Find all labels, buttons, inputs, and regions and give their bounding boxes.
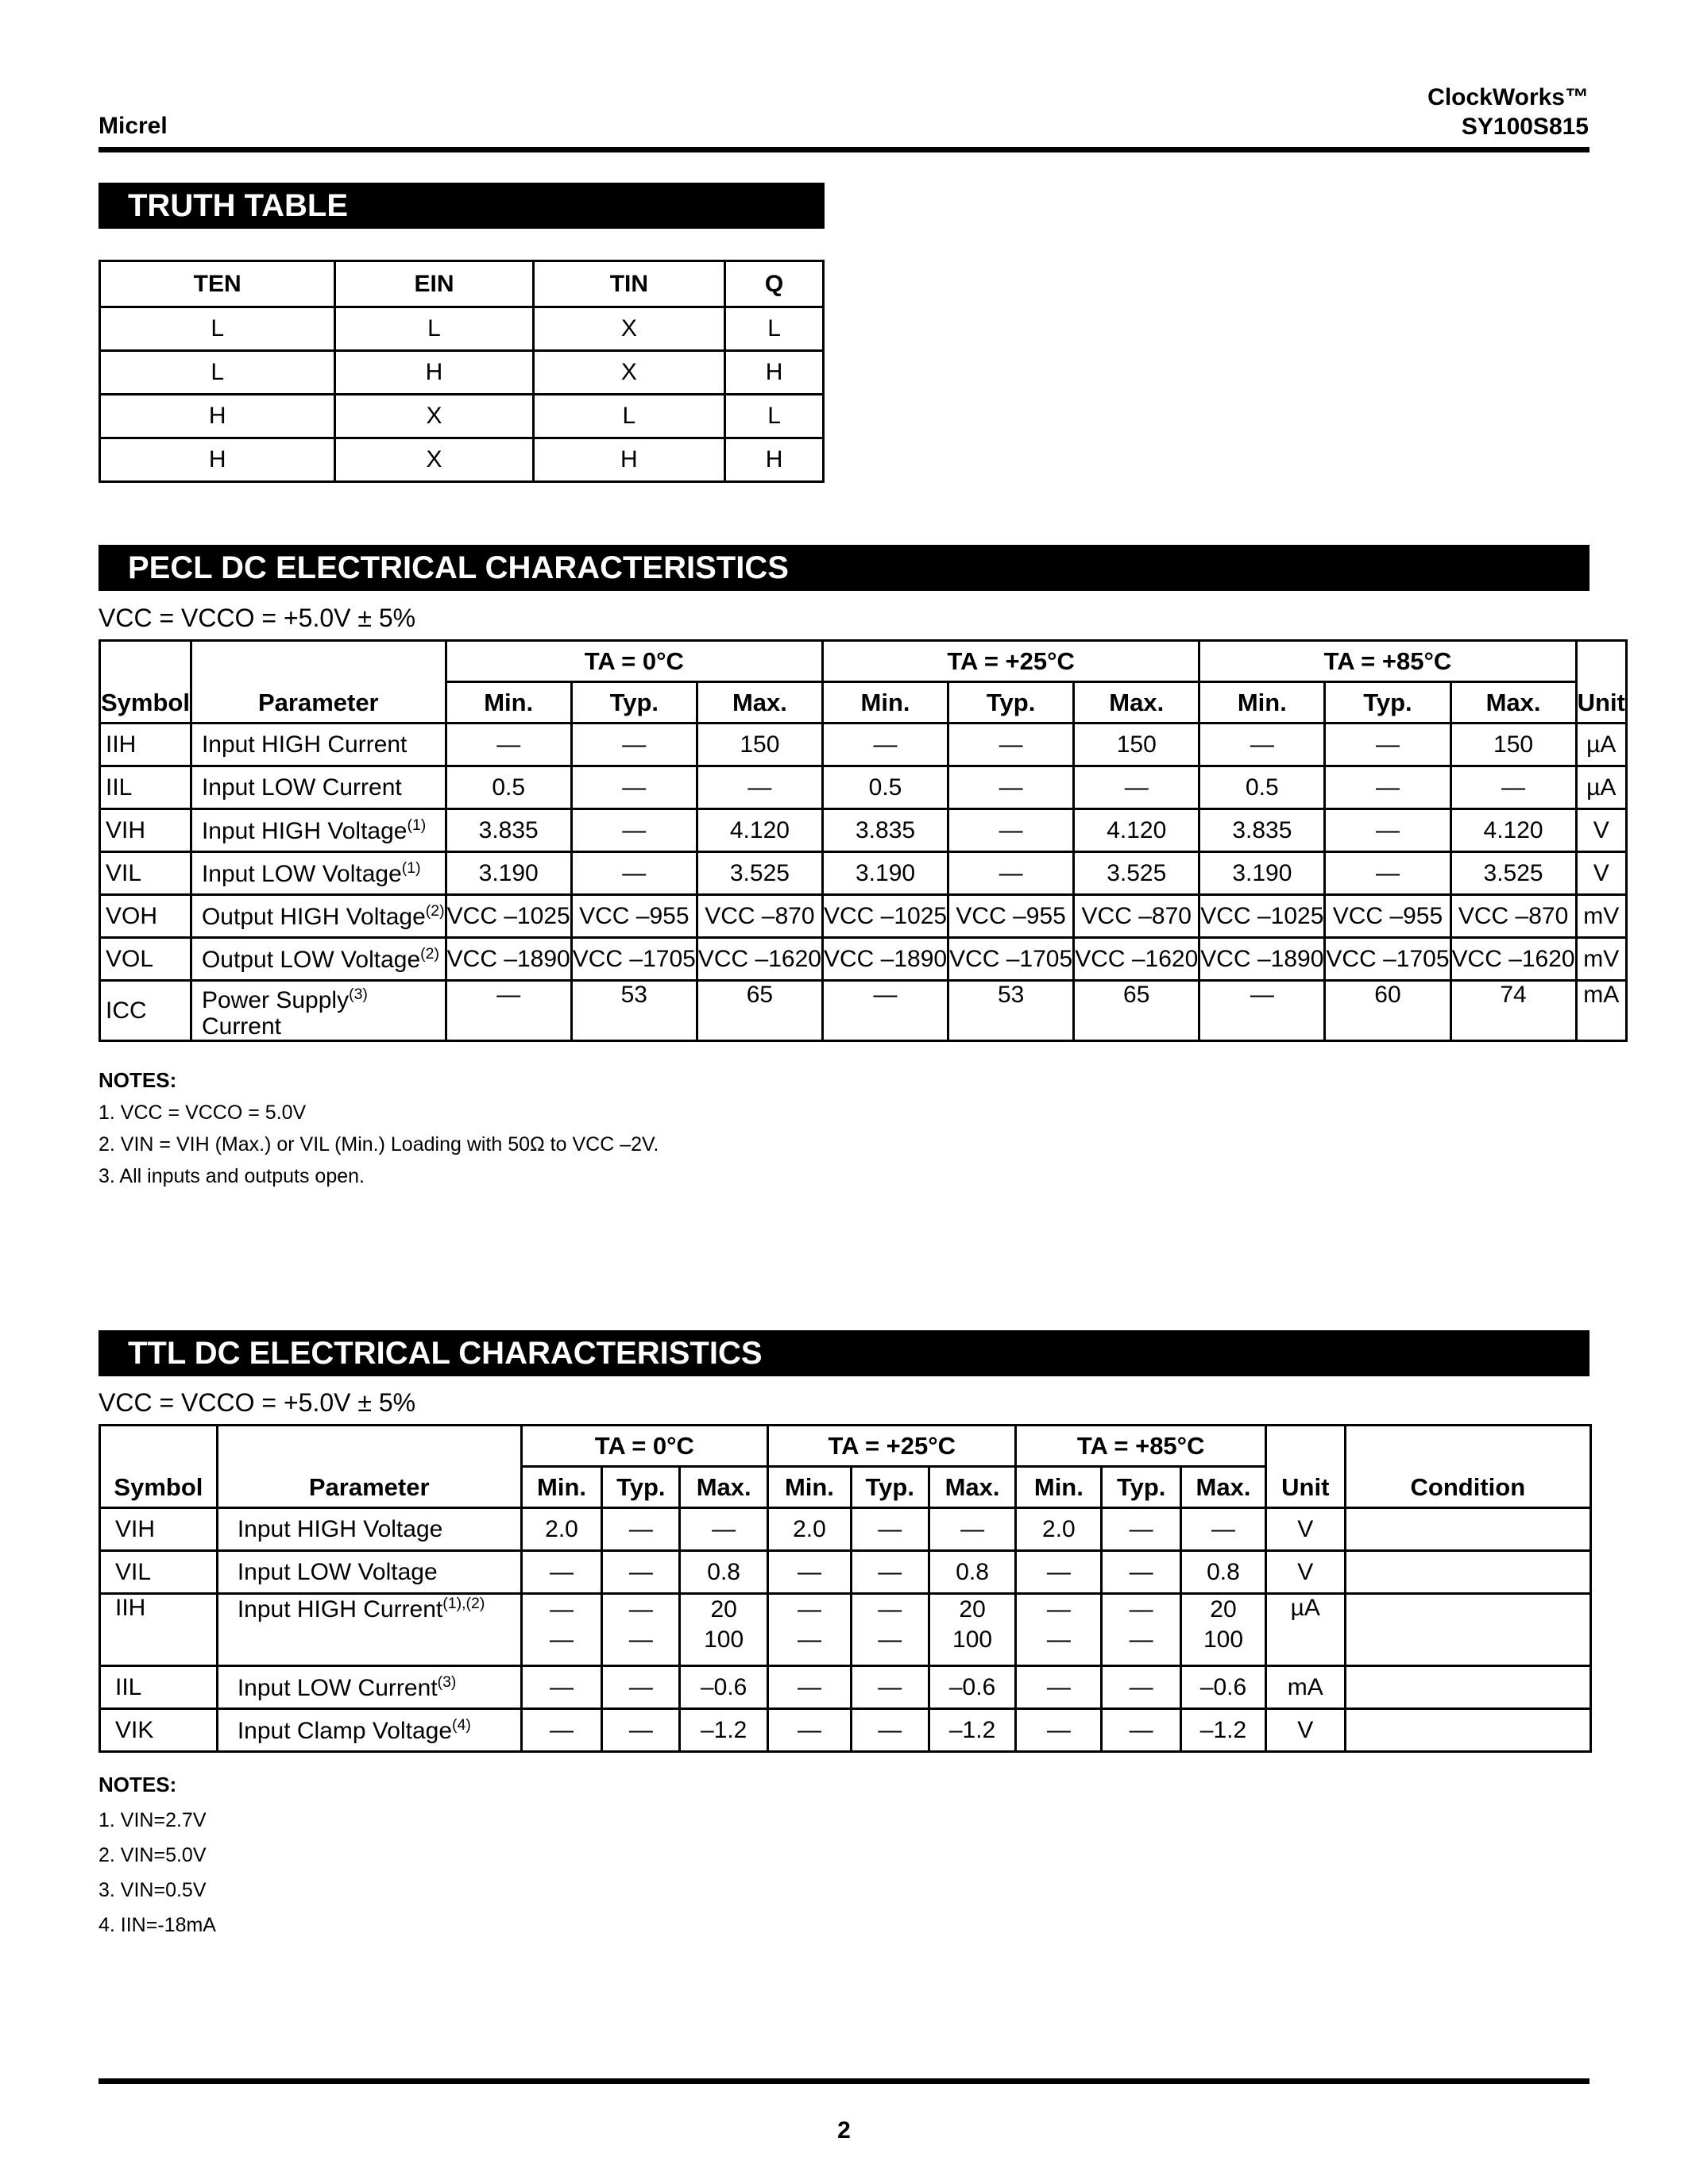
ttl-parameter-text: Input Clamp Voltage <box>237 1717 453 1744</box>
pecl-section-title: PECL DC ELECTRICAL CHARACTERISTICS <box>98 545 1590 591</box>
pecl-parameter-note-ref: (1) <box>407 816 427 834</box>
ttl-value: 2.0 <box>521 1508 602 1551</box>
pecl-value: 150 <box>1450 723 1576 766</box>
truth-table-cell: H <box>725 351 824 395</box>
ttl-notes <box>98 1767 216 1943</box>
ttl-value-line-2: — <box>628 1626 653 1653</box>
ttl-value: 0.8 <box>680 1551 768 1594</box>
truth-table-cell: X <box>533 307 724 351</box>
pecl-value: — <box>1325 766 1450 809</box>
pecl-value: 3.835 <box>822 809 948 852</box>
ttl-subheader: Typ. <box>851 1467 929 1508</box>
ttl-parameter-note-ref: (4) <box>452 1715 471 1734</box>
pecl-subheader: Typ. <box>1325 682 1450 723</box>
truth-table-row <box>100 351 824 395</box>
pecl-subheader: Max. <box>1074 682 1199 723</box>
ttl-value-line-1: — <box>1129 1596 1153 1623</box>
truth-table-row <box>100 307 824 351</box>
ttl-value: — <box>1016 1709 1102 1752</box>
pecl-row <box>100 981 1627 1041</box>
ttl-parameter-text: Input HIGH Voltage <box>237 1515 443 1542</box>
ttl-header-parameter: Parameter <box>217 1426 521 1508</box>
pecl-parameter-note-ref: (3) <box>349 986 368 1003</box>
pecl-value: 3.835 <box>1199 809 1325 852</box>
pecl-value: 3.835 <box>446 809 571 852</box>
pecl-parameter <box>191 723 446 766</box>
pecl-note-2: 2. VIN = VIH (Max.) or VIL (Min.) Loading with 50Ω to VCC –2V. <box>98 1133 659 1156</box>
pecl-row <box>100 852 1627 895</box>
pecl-notes <box>98 1064 659 1192</box>
ttl-value-line-2: — <box>550 1626 574 1653</box>
ttl-value <box>851 1594 929 1666</box>
ttl-value: — <box>851 1551 929 1594</box>
ttl-subheader: Max. <box>680 1467 768 1508</box>
ttl-subheader: Min. <box>1016 1467 1102 1508</box>
truth-table-header-0: TEN <box>100 261 335 307</box>
truth-table-cell: L <box>100 307 335 351</box>
pecl-value: VCC –1705 <box>571 938 697 981</box>
pecl-value: VCC –1620 <box>1450 938 1576 981</box>
truth-table-cell: X <box>335 438 533 482</box>
pecl-symbol: ICC <box>100 981 191 1041</box>
pecl-parameter <box>191 766 446 809</box>
ttl-value <box>1102 1594 1181 1666</box>
ttl-symbol: VIH <box>100 1508 218 1551</box>
pecl-subheader: Min. <box>822 682 948 723</box>
pecl-subheader: Typ. <box>571 682 697 723</box>
pecl-value: — <box>571 852 697 895</box>
ttl-unit: V <box>1265 1709 1345 1752</box>
ttl-value: — <box>1016 1551 1102 1594</box>
pecl-parameter <box>191 852 446 895</box>
ttl-symbol: VIK <box>100 1709 218 1752</box>
ttl-unit: V <box>1265 1551 1345 1594</box>
pecl-value: VCC –1025 <box>822 895 948 938</box>
ttl-parameter <box>217 1551 521 1594</box>
pecl-value: 53 <box>571 981 697 1041</box>
pecl-symbol: IIH <box>100 723 191 766</box>
ttl-value-line-1: — <box>628 1596 653 1623</box>
ttl-value: — <box>851 1508 929 1551</box>
truth-table-cell: L <box>725 307 824 351</box>
ttl-value: — <box>851 1709 929 1752</box>
ttl-symbol: IIL <box>100 1666 218 1709</box>
pecl-value: — <box>571 809 697 852</box>
ttl-value-line-1: — <box>1046 1596 1071 1623</box>
pecl-value: 4.120 <box>1074 809 1199 852</box>
ttl-value: — <box>851 1666 929 1709</box>
pecl-parameter-text: Input HIGH Current <box>201 731 408 758</box>
truth-table-cell: X <box>335 395 533 438</box>
pecl-value: — <box>948 723 1074 766</box>
pecl-value: — <box>822 723 948 766</box>
pecl-header-symbol: Symbol <box>100 641 191 723</box>
ttl-value: –1.2 <box>680 1709 768 1752</box>
truth-table-row <box>100 395 824 438</box>
ttl-value: 0.8 <box>929 1551 1016 1594</box>
ttl-value: — <box>768 1551 852 1594</box>
page-number: 2 <box>837 2117 851 2143</box>
pecl-value: VCC –1705 <box>948 938 1074 981</box>
truth-table-cell: H <box>725 438 824 482</box>
header-rule <box>98 147 1590 152</box>
ttl-value: –0.6 <box>680 1666 768 1709</box>
ttl-parameter-text: Input LOW Voltage <box>237 1558 438 1585</box>
pecl-value: VCC –955 <box>571 895 697 938</box>
ttl-note-3: 3. VIN=0.5V <box>98 1879 207 1901</box>
ttl-value <box>929 1594 1016 1666</box>
ttl-value: — <box>768 1709 852 1752</box>
ttl-subheader: Typ. <box>1102 1467 1181 1508</box>
pecl-value: — <box>1450 766 1576 809</box>
ttl-value: — <box>768 1666 852 1709</box>
header-product-line: ClockWorks™ <box>1427 84 1589 110</box>
ttl-subheader: Min. <box>768 1467 852 1508</box>
pecl-symbol: VIH <box>100 809 191 852</box>
pecl-symbol: VIL <box>100 852 191 895</box>
pecl-unit: mA <box>1576 981 1626 1041</box>
pecl-parameter <box>191 895 446 938</box>
ttl-value: — <box>1102 1551 1181 1594</box>
pecl-value: VCC –1025 <box>1199 895 1325 938</box>
ttl-unit: mA <box>1265 1666 1345 1709</box>
ttl-symbol: IIH <box>100 1594 218 1666</box>
header-part-number: SY100S815 <box>1461 114 1589 140</box>
ttl-value <box>1181 1594 1266 1666</box>
ttl-parameter-note-ref: (1),(2) <box>442 1595 485 1612</box>
pecl-value: 0.5 <box>822 766 948 809</box>
truth-table-header-3: Q <box>725 261 824 307</box>
pecl-parameter-text: Input LOW Current <box>201 774 402 801</box>
pecl-value: 3.190 <box>822 852 948 895</box>
pecl-unit: µA <box>1576 723 1626 766</box>
pecl-value: — <box>822 981 948 1041</box>
pecl-value: 65 <box>697 981 822 1041</box>
ttl-row <box>100 1594 1591 1666</box>
pecl-value: 150 <box>697 723 822 766</box>
ttl-section-title: TTL DC ELECTRICAL CHARACTERISTICS <box>98 1330 1590 1376</box>
pecl-symbol: VOL <box>100 938 191 981</box>
truth-table-cell: L <box>725 395 824 438</box>
pecl-dc-table <box>98 639 1628 1042</box>
ttl-value: — <box>1102 1709 1181 1752</box>
pecl-value: 65 <box>1074 981 1199 1041</box>
ttl-unit: µA <box>1265 1594 1345 1666</box>
pecl-unit: mV <box>1576 895 1626 938</box>
ttl-value: — <box>680 1508 768 1551</box>
pecl-subheader: Min. <box>446 682 571 723</box>
ttl-value: — <box>602 1508 680 1551</box>
truth-table-cell: H <box>100 395 335 438</box>
ttl-note-1: 1. VIN=2.7V <box>98 1809 207 1831</box>
pecl-value: — <box>948 809 1074 852</box>
pecl-subheader: Typ. <box>948 682 1074 723</box>
ttl-value: 0.8 <box>1181 1551 1266 1594</box>
pecl-parameter-note-ref: (2) <box>425 901 445 920</box>
footer-rule <box>98 2078 1590 2084</box>
truth-table <box>98 260 825 483</box>
ttl-value-line-2: — <box>1046 1626 1071 1653</box>
truth-table-cell: H <box>533 438 724 482</box>
pecl-parameter-note-ref: (2) <box>420 944 439 963</box>
ttl-header-temp-25: TA = +25°C <box>768 1426 1016 1467</box>
ttl-header-symbol: Symbol <box>100 1426 218 1508</box>
ttl-value: — <box>1102 1508 1181 1551</box>
ttl-subheader: Max. <box>1181 1467 1266 1508</box>
pecl-header-parameter: Parameter <box>191 641 446 723</box>
ttl-value-line-1: 20 <box>710 1596 737 1623</box>
pecl-value: VCC –1890 <box>822 938 948 981</box>
ttl-row <box>100 1709 1591 1752</box>
pecl-value: VCC –1890 <box>446 938 571 981</box>
ttl-note-4: 4. IIN=-18mA <box>98 1914 216 1936</box>
ttl-subheader: Typ. <box>602 1467 680 1508</box>
ttl-value <box>768 1594 852 1666</box>
pecl-value: VCC –870 <box>1074 895 1199 938</box>
ttl-condition-cell <box>1345 1551 1590 1594</box>
pecl-parameter-text: Power Supply <box>201 987 350 1013</box>
pecl-value: — <box>948 852 1074 895</box>
ttl-value: 2.0 <box>768 1508 852 1551</box>
header-company: Micrel <box>98 113 168 139</box>
ttl-condition: VCC = VCCO = +5.0V ± 5% <box>98 1388 416 1417</box>
ttl-value: — <box>1181 1508 1266 1551</box>
pecl-value: — <box>1199 723 1325 766</box>
ttl-value: — <box>602 1551 680 1594</box>
ttl-value-line-2: — <box>1129 1626 1153 1653</box>
pecl-unit: µA <box>1576 766 1626 809</box>
pecl-row <box>100 809 1627 852</box>
pecl-value: 53 <box>948 981 1074 1041</box>
ttl-parameter-text: Input LOW Current <box>237 1674 438 1701</box>
pecl-subheader: Max. <box>1450 682 1576 723</box>
truth-table-title: TRUTH TABLE <box>98 183 825 229</box>
pecl-value: — <box>571 723 697 766</box>
ttl-value <box>680 1594 768 1666</box>
pecl-value: VCC –1705 <box>1325 938 1450 981</box>
ttl-condition-cell <box>1345 1508 1590 1551</box>
pecl-parameter-text: Input HIGH Voltage <box>201 817 408 844</box>
pecl-value: 3.525 <box>1450 852 1576 895</box>
ttl-header-temp-85: TA = +85°C <box>1016 1426 1265 1467</box>
truth-table-cell: X <box>533 351 724 395</box>
ttl-value: — <box>521 1551 602 1594</box>
pecl-value: VCC –870 <box>1450 895 1576 938</box>
pecl-condition: VCC = VCCO = +5.0V ± 5% <box>98 604 416 632</box>
pecl-value: — <box>446 981 571 1041</box>
pecl-row <box>100 766 1627 809</box>
pecl-value: 0.5 <box>446 766 571 809</box>
pecl-value: 0.5 <box>1199 766 1325 809</box>
pecl-value: 4.120 <box>1450 809 1576 852</box>
ttl-value: — <box>1102 1666 1181 1709</box>
pecl-value: VCC –1890 <box>1199 938 1325 981</box>
pecl-value: 60 <box>1325 981 1450 1041</box>
pecl-header-temp-0: TA = 0°C <box>446 641 822 682</box>
ttl-value: — <box>1016 1666 1102 1709</box>
ttl-subheader: Min. <box>521 1467 602 1508</box>
truth-table-cell: H <box>335 351 533 395</box>
ttl-value-line-1: 20 <box>959 1596 986 1623</box>
pecl-value: VCC –1620 <box>697 938 822 981</box>
ttl-value: –0.6 <box>929 1666 1016 1709</box>
ttl-value-line-2: — <box>797 1626 821 1653</box>
header-part-info <box>1427 83 1589 141</box>
pecl-row <box>100 938 1627 981</box>
ttl-value-line-1: — <box>550 1596 574 1623</box>
pecl-notes-title: NOTES: <box>98 1068 177 1092</box>
pecl-value: VCC –870 <box>697 895 822 938</box>
ttl-value-line-1: 20 <box>1210 1596 1237 1623</box>
ttl-parameter <box>217 1594 521 1666</box>
pecl-value: 4.120 <box>697 809 822 852</box>
ttl-symbol: VIL <box>100 1551 218 1594</box>
pecl-value: — <box>1325 723 1450 766</box>
truth-table-cell: H <box>100 438 335 482</box>
pecl-header-temp-25: TA = +25°C <box>822 641 1199 682</box>
pecl-note-1: 1. VCC = VCCO = 5.0V <box>98 1102 307 1124</box>
pecl-header-unit: Unit <box>1576 641 1626 723</box>
pecl-value: — <box>1199 981 1325 1041</box>
ttl-header-unit: Unit <box>1265 1426 1345 1508</box>
pecl-parameter <box>191 809 446 852</box>
ttl-row <box>100 1666 1591 1709</box>
ttl-value: –1.2 <box>1181 1709 1266 1752</box>
pecl-value: VCC –955 <box>1325 895 1450 938</box>
truth-table-header-1: EIN <box>335 261 533 307</box>
pecl-value: VCC –1620 <box>1074 938 1199 981</box>
ttl-notes-title: NOTES: <box>98 1773 177 1796</box>
ttl-value: — <box>521 1666 602 1709</box>
ttl-condition-cell <box>1345 1709 1590 1752</box>
ttl-parameter-text: Input HIGH Current <box>237 1596 443 1623</box>
pecl-unit: V <box>1576 809 1626 852</box>
pecl-value: — <box>697 766 822 809</box>
ttl-header-condition: Condition <box>1345 1426 1590 1508</box>
truth-table-cell: L <box>533 395 724 438</box>
pecl-value: 3.190 <box>446 852 571 895</box>
ttl-condition-cell <box>1345 1594 1590 1666</box>
pecl-unit: V <box>1576 852 1626 895</box>
ttl-value <box>521 1594 602 1666</box>
ttl-value-line-1: — <box>797 1596 821 1623</box>
pecl-parameter <box>191 938 446 981</box>
pecl-value: — <box>1325 852 1450 895</box>
ttl-value: –0.6 <box>1181 1666 1266 1709</box>
pecl-unit: mV <box>1576 938 1626 981</box>
ttl-parameter-note-ref: (3) <box>437 1673 457 1691</box>
ttl-dc-table <box>98 1424 1592 1753</box>
pecl-value: 3.525 <box>697 852 822 895</box>
ttl-condition-cell <box>1345 1666 1590 1709</box>
pecl-row <box>100 723 1627 766</box>
ttl-value: 2.0 <box>1016 1508 1102 1551</box>
pecl-value: — <box>948 766 1074 809</box>
pecl-note-3: 3. All inputs and outputs open. <box>98 1165 365 1187</box>
pecl-parameter-text-2: Current <box>201 1013 282 1040</box>
pecl-value: — <box>1074 766 1199 809</box>
pecl-parameter-text: Output LOW Voltage <box>201 946 421 973</box>
pecl-parameter-text: Output HIGH Voltage <box>201 903 426 930</box>
pecl-parameter <box>191 981 446 1041</box>
pecl-row <box>100 895 1627 938</box>
truth-table-cell: L <box>100 351 335 395</box>
pecl-subheader: Max. <box>697 682 822 723</box>
pecl-parameter-note-ref: (1) <box>401 859 421 877</box>
pecl-value: — <box>446 723 571 766</box>
ttl-row <box>100 1508 1591 1551</box>
pecl-subheader: Min. <box>1199 682 1325 723</box>
ttl-value <box>602 1594 680 1666</box>
ttl-row <box>100 1551 1591 1594</box>
ttl-value-line-2: — <box>878 1626 902 1653</box>
ttl-value: — <box>602 1709 680 1752</box>
ttl-value-line-1: — <box>878 1596 902 1623</box>
ttl-value: — <box>521 1709 602 1752</box>
truth-table-header-2: TIN <box>533 261 724 307</box>
ttl-parameter <box>217 1508 521 1551</box>
pecl-value: 3.525 <box>1074 852 1199 895</box>
ttl-note-2: 2. VIN=5.0V <box>98 1844 207 1866</box>
ttl-value-line-2: 100 <box>1203 1626 1244 1653</box>
ttl-value: — <box>602 1666 680 1709</box>
pecl-value: 74 <box>1450 981 1576 1041</box>
ttl-value-line-2: 100 <box>704 1626 744 1653</box>
pecl-value: 3.190 <box>1199 852 1325 895</box>
pecl-header-temp-85: TA = +85°C <box>1199 641 1576 682</box>
ttl-value-line-2: 100 <box>952 1626 993 1653</box>
pecl-symbol: IIL <box>100 766 191 809</box>
ttl-subheader: Max. <box>929 1467 1016 1508</box>
ttl-header-temp-0: TA = 0°C <box>521 1426 767 1467</box>
ttl-value <box>1016 1594 1102 1666</box>
ttl-parameter <box>217 1666 521 1709</box>
pecl-value: — <box>1325 809 1450 852</box>
truth-table-cell: L <box>335 307 533 351</box>
ttl-unit: V <box>1265 1508 1345 1551</box>
truth-table-row <box>100 438 824 482</box>
pecl-value: 150 <box>1074 723 1199 766</box>
pecl-symbol: VOH <box>100 895 191 938</box>
ttl-value: — <box>929 1508 1016 1551</box>
pecl-value: — <box>571 766 697 809</box>
ttl-parameter <box>217 1709 521 1752</box>
ttl-value: –1.2 <box>929 1709 1016 1752</box>
pecl-parameter-text: Input LOW Voltage <box>201 860 402 887</box>
pecl-value: VCC –955 <box>948 895 1074 938</box>
pecl-value: VCC –1025 <box>446 895 571 938</box>
